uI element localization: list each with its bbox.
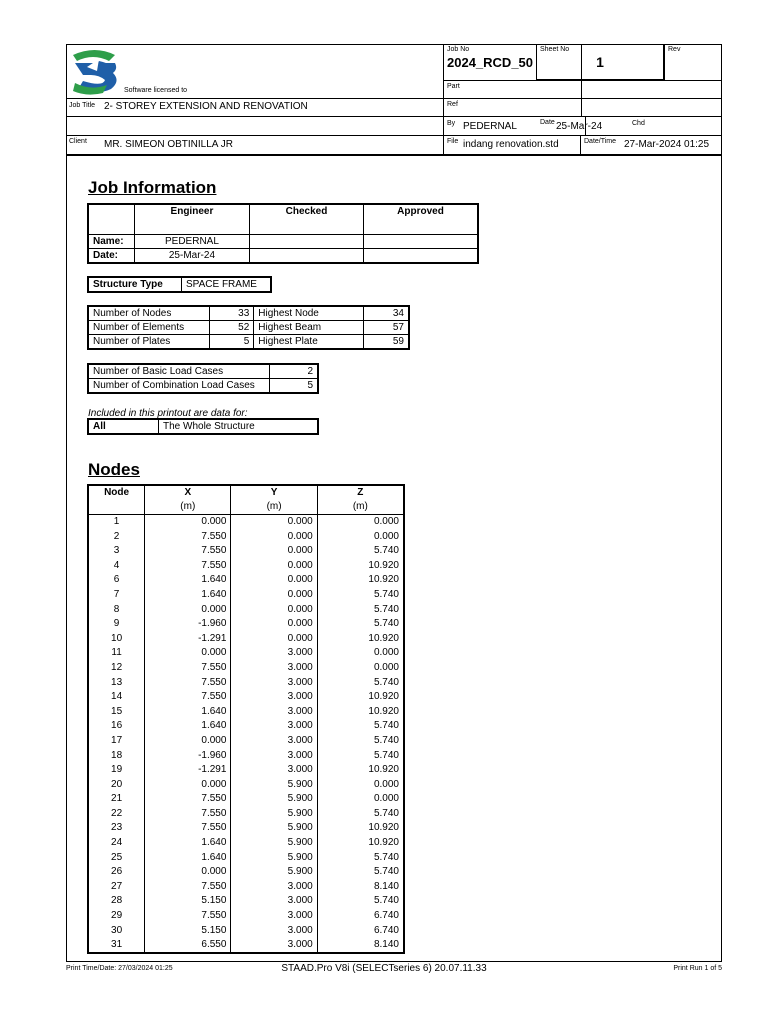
unit-x: (m) [145, 500, 231, 515]
node-x-cell: -1.291 [145, 632, 231, 647]
table-row [89, 676, 404, 691]
node-y-cell: 0.000 [231, 603, 317, 618]
node-z-cell: 10.920 [317, 690, 403, 705]
node-z-cell: 8.140 [317, 880, 403, 895]
table-row [89, 924, 404, 939]
table-row [89, 792, 404, 807]
table-row [89, 807, 404, 822]
node-x-cell: 0.000 [145, 734, 231, 749]
node-x-cell: -1.291 [145, 763, 231, 778]
node-x-cell: 7.550 [145, 676, 231, 691]
node-x-cell: 7.550 [145, 530, 231, 545]
table-row [89, 778, 404, 793]
table-row [89, 646, 404, 661]
node-z-cell: 0.000 [317, 792, 403, 807]
sheet-no-label: Sheet No [540, 46, 570, 53]
node-x-cell: 0.000 [145, 865, 231, 880]
node-z-cell: 0.000 [317, 778, 403, 793]
node-y-cell: 3.000 [231, 676, 317, 691]
nodes-table [88, 485, 404, 953]
included-whole: The Whole Structure [159, 420, 318, 434]
rev-label: Rev [668, 46, 681, 53]
node-x-cell: 7.550 [145, 792, 231, 807]
highest-beam-label: Highest Beam [254, 321, 364, 335]
node-node-cell: 17 [89, 734, 145, 749]
node-x-cell: 7.550 [145, 821, 231, 836]
highest-plate: 59 [364, 335, 409, 349]
node-node-cell: 31 [89, 938, 145, 953]
node-y-cell: 0.000 [231, 544, 317, 559]
sheet-no: 1 [596, 54, 604, 70]
by-value: PEDERNAL [463, 121, 517, 132]
table-row [89, 938, 404, 953]
load-cases-table [88, 364, 318, 393]
table-row [89, 530, 404, 545]
node-y-cell: 5.900 [231, 851, 317, 866]
node-x-cell: 6.550 [145, 938, 231, 953]
table-row [89, 690, 404, 705]
unit-y: (m) [231, 500, 317, 515]
node-z-cell: 5.740 [317, 544, 403, 559]
node-node-cell: 21 [89, 792, 145, 807]
col-engineer: Engineer [134, 205, 249, 235]
node-x-cell: 7.550 [145, 880, 231, 895]
node-y-cell: 3.000 [231, 661, 317, 676]
node-node-cell: 14 [89, 690, 145, 705]
basic-load-count: 2 [270, 365, 318, 379]
job-no: 2024_RCD_50 [447, 55, 534, 70]
node-x-cell: 7.550 [145, 559, 231, 574]
node-z-cell: 10.920 [317, 763, 403, 778]
date-engineer: 25-Mar-24 [134, 249, 249, 263]
node-node-cell: 29 [89, 909, 145, 924]
node-y-cell: 5.900 [231, 836, 317, 851]
table-row [89, 880, 404, 895]
node-x-cell: 7.550 [145, 909, 231, 924]
node-z-cell: 0.000 [317, 661, 403, 676]
combo-load-label: Number of Combination Load Cases [89, 379, 270, 393]
node-node-cell: 13 [89, 676, 145, 691]
node-y-cell: 5.900 [231, 807, 317, 822]
bentley-logo-icon [69, 47, 121, 97]
node-x-cell: 1.640 [145, 836, 231, 851]
node-z-cell: 0.000 [317, 515, 403, 530]
node-z-cell: 5.740 [317, 851, 403, 866]
by-label: By [447, 120, 456, 127]
col-y: Y [231, 486, 317, 501]
node-x-cell: 0.000 [145, 646, 231, 661]
job-no-label: Job No [447, 46, 470, 53]
file-label: File [447, 138, 459, 145]
node-z-cell: 5.740 [317, 617, 403, 632]
node-z-cell: 10.920 [317, 573, 403, 588]
node-x-cell: 7.550 [145, 544, 231, 559]
node-node-cell: 1 [89, 515, 145, 530]
included-caption: Included in this printout are data for: [88, 408, 248, 419]
node-y-cell: 3.000 [231, 690, 317, 705]
node-x-cell: 0.000 [145, 603, 231, 618]
elements-count: 52 [209, 321, 254, 335]
structure-type-label: Structure Type [89, 278, 182, 292]
licensed-label: Software licensed to [124, 87, 188, 94]
node-z-cell: 5.740 [317, 894, 403, 909]
node-y-cell: 5.900 [231, 821, 317, 836]
client-label: Client [69, 138, 87, 145]
table-row [89, 588, 404, 603]
node-y-cell: 3.000 [231, 705, 317, 720]
node-x-cell: 5.150 [145, 894, 231, 909]
node-node-cell: 22 [89, 807, 145, 822]
table-row [89, 705, 404, 720]
node-node-cell: 23 [89, 821, 145, 836]
table-row [89, 865, 404, 880]
col-x: X [145, 486, 231, 501]
node-node-cell: 27 [89, 880, 145, 895]
node-z-cell: 6.740 [317, 909, 403, 924]
highest-plate-label: Highest Plate [254, 335, 364, 349]
node-node-cell: 18 [89, 749, 145, 764]
node-y-cell: 5.900 [231, 792, 317, 807]
date-value: 25-Mar-24 [556, 121, 603, 132]
node-node-cell: 24 [89, 836, 145, 851]
node-x-cell: 1.640 [145, 573, 231, 588]
node-y-cell: 0.000 [231, 515, 317, 530]
node-x-cell: 1.640 [145, 719, 231, 734]
structure-type-table [88, 277, 271, 292]
table-row [89, 836, 404, 851]
node-z-cell: 5.740 [317, 749, 403, 764]
report-header [67, 45, 721, 156]
node-y-cell: 3.000 [231, 734, 317, 749]
node-y-cell: 5.900 [231, 778, 317, 793]
table-row [89, 573, 404, 588]
node-node-cell: 7 [89, 588, 145, 603]
node-x-cell: 7.550 [145, 807, 231, 822]
chd-label: Chd [632, 120, 645, 127]
node-node-cell: 8 [89, 603, 145, 618]
node-y-cell: 0.000 [231, 530, 317, 545]
node-z-cell: 0.000 [317, 530, 403, 545]
node-z-cell: 5.740 [317, 734, 403, 749]
col-checked: Checked [250, 205, 364, 235]
plates-label: Number of Plates [89, 335, 210, 349]
col-z: Z [317, 486, 403, 501]
node-x-cell: 5.150 [145, 924, 231, 939]
datetime-label: Date/Time [584, 138, 617, 145]
table-row [89, 851, 404, 866]
name-label: Name: [89, 235, 135, 249]
node-z-cell: 5.740 [317, 588, 403, 603]
node-y-cell: 3.000 [231, 924, 317, 939]
node-node-cell: 16 [89, 719, 145, 734]
node-y-cell: 0.000 [231, 617, 317, 632]
node-rows [89, 515, 404, 953]
node-z-cell: 10.920 [317, 632, 403, 647]
unit-z: (m) [317, 500, 403, 515]
node-node-cell: 15 [89, 705, 145, 720]
node-x-cell: 1.640 [145, 705, 231, 720]
node-node-cell: 12 [89, 661, 145, 676]
print-run: Print Run 1 of 5 [673, 965, 722, 972]
node-x-cell: 1.640 [145, 588, 231, 603]
included-table [88, 419, 318, 434]
table-row [89, 821, 404, 836]
col-node: Node [89, 486, 145, 501]
node-y-cell: 3.000 [231, 938, 317, 953]
node-node-cell: 11 [89, 646, 145, 661]
job-title: 2- STOREY EXTENSION AND RENOVATION [104, 101, 308, 112]
elements-label: Number of Elements [89, 321, 210, 335]
node-y-cell: 5.900 [231, 865, 317, 880]
combo-load-count: 5 [270, 379, 318, 393]
date-row-label: Date: [89, 249, 135, 263]
node-node-cell: 26 [89, 865, 145, 880]
node-x-cell: 0.000 [145, 515, 231, 530]
print-time: Print Time/Date: 27/03/2024 01:25 [66, 965, 173, 972]
table-row [89, 909, 404, 924]
col-approved: Approved [363, 205, 477, 235]
table-row [89, 544, 404, 559]
node-z-cell: 5.740 [317, 865, 403, 880]
node-x-cell: 0.000 [145, 778, 231, 793]
job-info-title: Job Information [88, 178, 217, 197]
node-y-cell: 3.000 [231, 909, 317, 924]
node-z-cell: 10.920 [317, 559, 403, 574]
node-node-cell: 20 [89, 778, 145, 793]
node-z-cell: 8.140 [317, 938, 403, 953]
part-label: Part [447, 83, 460, 90]
node-node-cell: 6 [89, 573, 145, 588]
node-z-cell: 5.740 [317, 807, 403, 822]
node-y-cell: 3.000 [231, 749, 317, 764]
node-node-cell: 10 [89, 632, 145, 647]
node-x-cell: 1.640 [145, 851, 231, 866]
table-row [89, 559, 404, 574]
node-z-cell: 10.920 [317, 836, 403, 851]
node-y-cell: 3.000 [231, 646, 317, 661]
node-z-cell: 6.740 [317, 924, 403, 939]
node-z-cell: 0.000 [317, 646, 403, 661]
node-y-cell: 0.000 [231, 632, 317, 647]
highest-node-label: Highest Node [254, 307, 364, 321]
job-title-label: Job Title [69, 102, 96, 109]
node-y-cell: 3.000 [231, 763, 317, 778]
name-engineer: PEDERNAL [134, 235, 249, 249]
program-version: STAAD.Pro V8i (SELECTseries 6) 20.07.11.33 [281, 963, 487, 974]
node-y-cell: 3.000 [231, 880, 317, 895]
table-row [89, 749, 404, 764]
node-x-cell: -1.960 [145, 617, 231, 632]
node-x-cell: 7.550 [145, 690, 231, 705]
node-node-cell: 30 [89, 924, 145, 939]
client-value: MR. SIMEON OBTINILLA JR [104, 139, 233, 150]
node-node-cell: 19 [89, 763, 145, 778]
ref-label: Ref [447, 101, 458, 108]
table-row [89, 763, 404, 778]
nodes-label: Number of Nodes [89, 307, 210, 321]
counts-table [88, 306, 409, 349]
structure-type-value: SPACE FRAME [182, 278, 271, 292]
node-y-cell: 3.000 [231, 894, 317, 909]
highest-node: 34 [364, 307, 409, 321]
included-all: All [89, 420, 159, 434]
table-row [89, 617, 404, 632]
plates-count: 5 [209, 335, 254, 349]
date-label: Date [540, 119, 555, 126]
highest-beam: 57 [364, 321, 409, 335]
node-z-cell: 10.920 [317, 705, 403, 720]
table-row [89, 894, 404, 909]
node-node-cell: 4 [89, 559, 145, 574]
nodes-count: 33 [209, 307, 254, 321]
table-row [89, 515, 404, 530]
nodes-title: Nodes [88, 460, 140, 479]
node-node-cell: 9 [89, 617, 145, 632]
table-row [89, 603, 404, 618]
job-info-table [88, 204, 478, 263]
node-node-cell: 3 [89, 544, 145, 559]
table-row [89, 632, 404, 647]
node-node-cell: 2 [89, 530, 145, 545]
datetime-value: 27-Mar-2024 01:25 [624, 139, 710, 150]
node-z-cell: 10.920 [317, 821, 403, 836]
node-y-cell: 0.000 [231, 588, 317, 603]
node-z-cell: 5.740 [317, 676, 403, 691]
node-y-cell: 0.000 [231, 559, 317, 574]
table-row [89, 661, 404, 676]
file-value: indang renovation.std [463, 139, 559, 150]
node-x-cell: 7.550 [145, 661, 231, 676]
node-z-cell: 5.740 [317, 603, 403, 618]
basic-load-label: Number of Basic Load Cases [89, 365, 270, 379]
node-node-cell: 25 [89, 851, 145, 866]
node-z-cell: 5.740 [317, 719, 403, 734]
table-row [89, 734, 404, 749]
node-y-cell: 3.000 [231, 719, 317, 734]
node-node-cell: 28 [89, 894, 145, 909]
table-row [89, 719, 404, 734]
node-x-cell: -1.960 [145, 749, 231, 764]
node-y-cell: 0.000 [231, 573, 317, 588]
